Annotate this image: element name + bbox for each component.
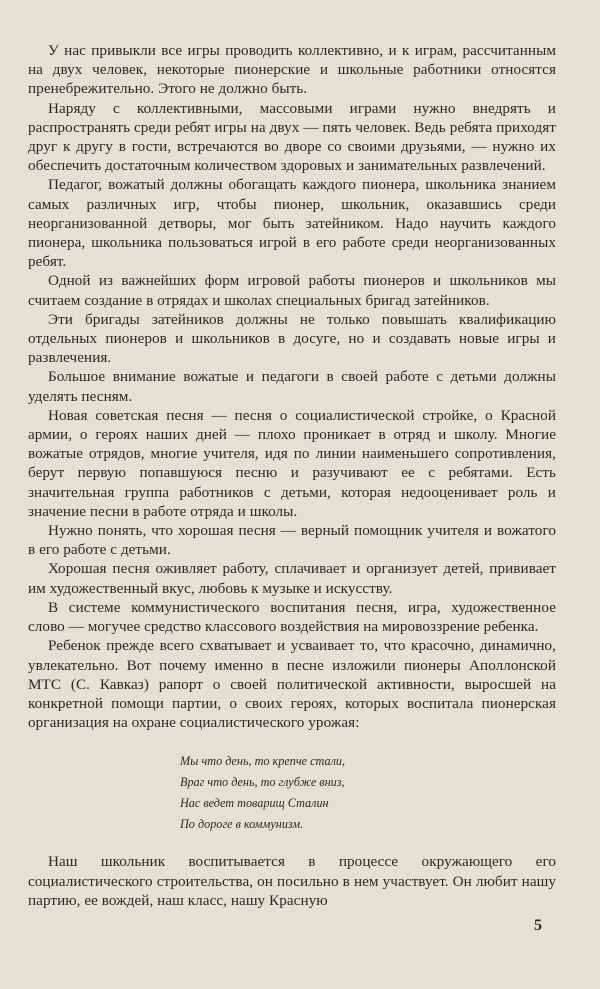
poem-line: Враг что день, то глубже вниз, <box>180 775 345 790</box>
paragraph-continued: Наш школьник воспитывается в процессе окружающего его социалистического строительства, он посильно в нем участвует. Он любит нашу партию, ее вождей, наш класс, нашу Красную <box>28 853 556 909</box>
paragraph: Педагог, вожатый должны обогащать каждого пионера, школьника знанием самых различных игр, чтобы пионер, школьник, оказавшись среди неорганизованной детворы, мог быть затейником. Надо научить каждого пионера, школьника пользоваться игрой в его работе среди неорганизованных ребят. <box>28 176 556 271</box>
paragraph: Новая советская песня — песня о социалистической стройке, о Красной армии, о героях наших дней — плохо проникает в отряд и школу. Многие вожатые отрядов, многие учителя, идя по линии наименьшего сопротивления, берут первую попавшуюся песню и разучивают ее с ребятами. Есть значительная группа работников с детьми, которая недооценивает роль и значение песни в работе отряда и школы. <box>28 406 556 520</box>
poem-line: Нас ведет товарищ Сталин <box>180 796 329 811</box>
poem-quote <box>180 751 556 835</box>
paragraph: Эти бригады затейников должны не только повышать квалификацию отдельных пионеров и школьников в досуге, но и создавать новые игры и развлечения. <box>28 310 556 367</box>
page-number: 5 <box>534 917 542 934</box>
paragraph: Одной из важнейших форм игровой работы пионеров и школьников мы считаем создание в отрядах и школах специальных бригад затейников. <box>28 272 556 309</box>
poem-line: По дороге в коммунизм. <box>180 817 304 832</box>
paragraph: У нас привыкли все игры проводить коллективно, и к играм, рассчитанным на двух человек, некоторые пионерские и школьные работники относятся пренебрежительно. Этого не должно быть. <box>28 42 556 98</box>
paragraph: Нужно понять, что хорошая песня — верный помощник учителя и вожатого в его работе с детьми. <box>28 522 556 559</box>
body-text <box>28 41 556 732</box>
poem-line: Мы что день, то крепче стали, <box>180 754 346 769</box>
paragraph: В системе коммунистического воспитания песня, игра, художественное слово — могучее средство классового воздействия на мировоззрение ребенка. <box>28 598 556 636</box>
paragraph: Большое внимание вожатые и педагоги в своей работе с детьми должны уделять песням. <box>28 368 556 405</box>
paragraph: Хорошая песня оживляет работу, сплачивает и организует детей, прививает им художественный вкус, любовь к музыке и искусству. <box>28 560 556 597</box>
paragraph: Наряду с коллективными, массовыми играми нужно внедрять и распространять среди ребят игры на двух — пять человек. Ведь ребята приходят друг к другу в гости, встречаются во дворе со своими друзьями, — нужно их обеспечить достаточным количеством здоровых и занимательных развлечений. <box>28 99 556 175</box>
paragraph: Ребенок прежде всего схватывает и усваивает то, что красочно, динамично, увлекательно. Вот почему именно в песне изложили пионеры Аполлонской МТС (С. Кавказ) рапорт о своей политической активности, выросшей на конкретной помощи партии, о своих героях, которых воспитала пионерская организация на охране социалистического урожая: <box>28 637 556 732</box>
